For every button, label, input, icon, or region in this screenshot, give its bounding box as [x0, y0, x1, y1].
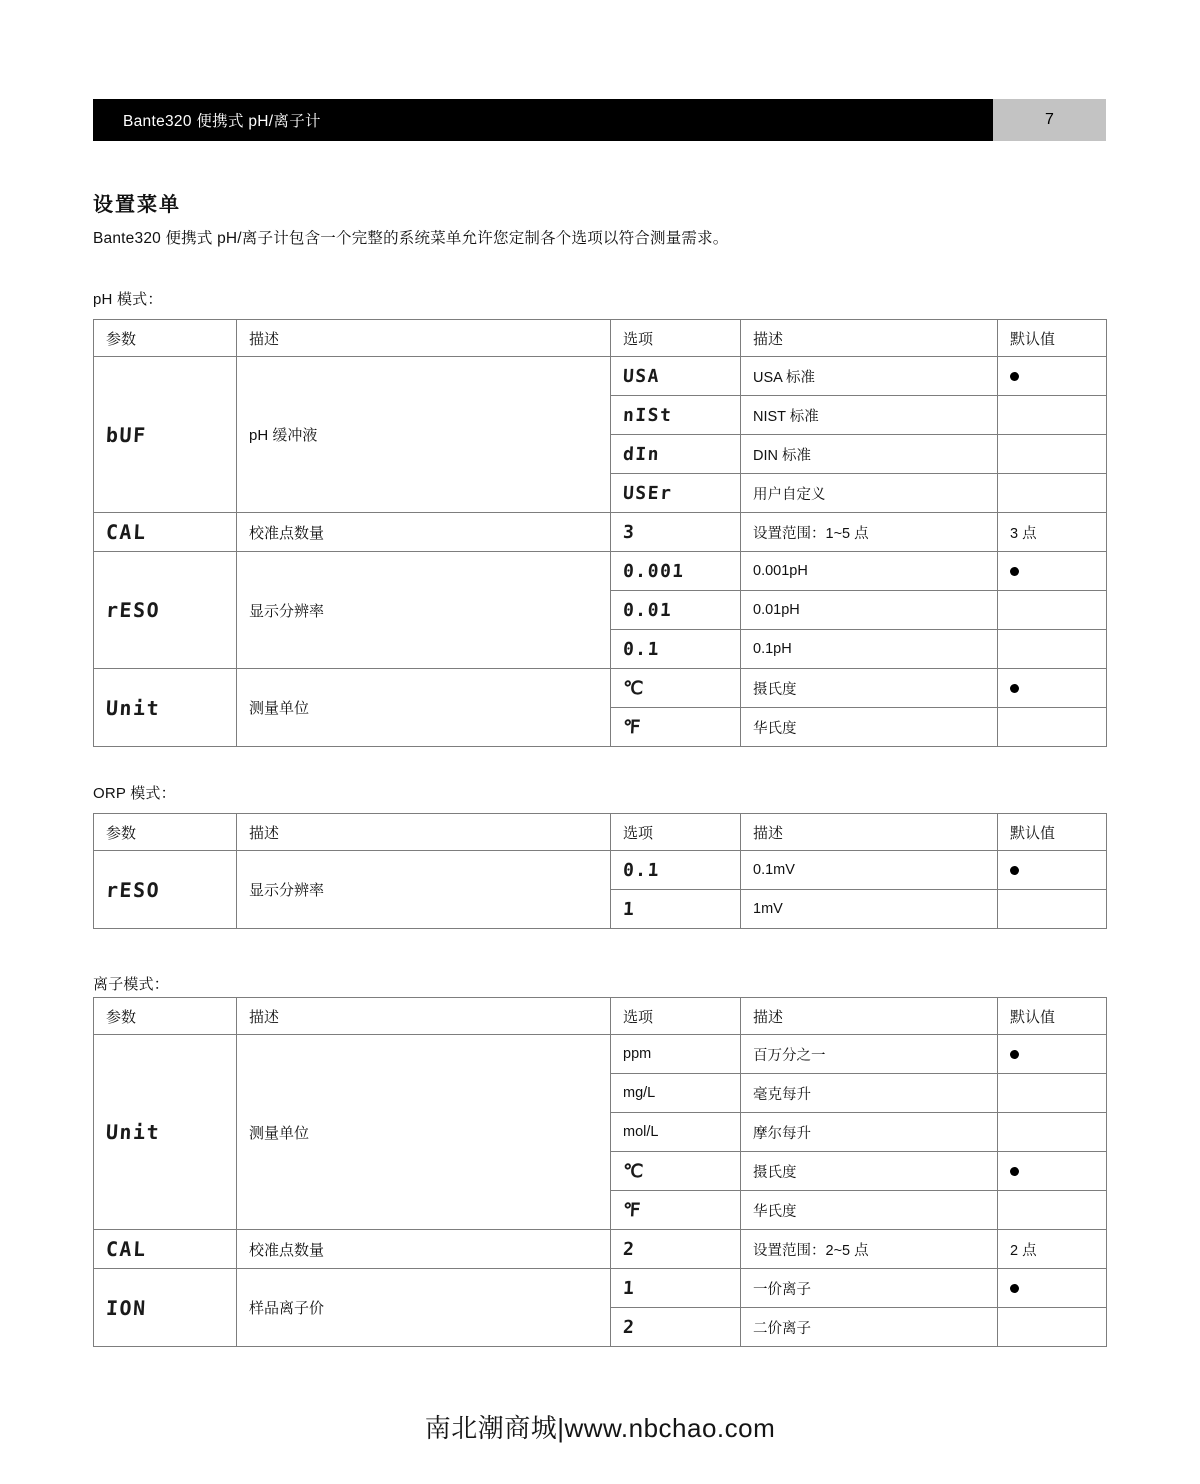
option-value: USEr	[622, 482, 673, 504]
option-cell	[611, 630, 741, 669]
ion-mode-label: 离子模式：	[93, 976, 170, 993]
option-cell	[611, 851, 741, 890]
default-value-cell	[998, 1269, 1107, 1308]
th-default: 默认值	[998, 320, 1107, 357]
th-parameter: 参数	[94, 814, 237, 851]
description-cell: 样品离子价	[237, 1269, 611, 1347]
th-option-description: 描述	[741, 320, 998, 357]
parameter-cell	[94, 1269, 237, 1347]
option-value: ℉	[622, 1199, 643, 1221]
option-value: dIn	[622, 443, 661, 465]
option-value: nISt	[622, 404, 673, 426]
option-description-cell: 0.001pH	[741, 552, 998, 591]
footer-watermark: 南北潮商城|www.nbchao.com	[424, 1413, 776, 1443]
default-bullet-icon	[1010, 1284, 1019, 1293]
ph-mode-table	[93, 319, 1107, 747]
table-row	[94, 552, 1107, 591]
option-description-cell: USA 标准	[741, 357, 998, 396]
option-description-cell: 0.1mV	[741, 851, 998, 890]
table-header-row	[94, 998, 1107, 1035]
table-row	[94, 669, 1107, 708]
description-cell: 校准点数量	[237, 513, 611, 552]
option-description-cell: 摩尔每升	[741, 1113, 998, 1152]
default-bullet-icon	[1010, 1050, 1019, 1059]
th-description: 描述	[237, 320, 611, 357]
ion-mode-table	[93, 997, 1107, 1347]
default-value-cell	[998, 890, 1107, 929]
option-value: ppm	[623, 1046, 652, 1062]
parameter-value: Unit	[105, 1120, 161, 1144]
option-description-cell: 设置范围：1~5 点	[741, 513, 998, 552]
description-cell: 校准点数量	[237, 1230, 611, 1269]
option-cell	[611, 591, 741, 630]
description-cell: pH 缓冲液	[237, 357, 611, 513]
option-cell	[611, 1113, 741, 1152]
default-value-cell	[998, 1074, 1107, 1113]
option-description-cell: 一价离子	[741, 1269, 998, 1308]
parameter-value: ION	[105, 1295, 148, 1320]
th-description: 描述	[237, 814, 611, 851]
option-description-cell: DIN 标准	[741, 435, 998, 474]
option-description-cell: 毫克每升	[741, 1074, 998, 1113]
default-value-cell	[998, 396, 1107, 435]
default-value-cell	[998, 435, 1107, 474]
option-value: 0.001	[622, 560, 686, 582]
option-description-cell: 二价离子	[741, 1308, 998, 1347]
option-cell	[611, 1191, 741, 1230]
th-parameter: 参数	[94, 320, 237, 357]
th-option: 选项	[611, 814, 741, 851]
default-value-cell	[998, 1035, 1107, 1074]
th-option-description: 描述	[741, 998, 998, 1035]
orp-mode-table	[93, 813, 1107, 929]
ion-table-body	[94, 1035, 1107, 1347]
table-row	[94, 513, 1107, 552]
orp-table-body	[94, 851, 1107, 929]
default-value-cell	[998, 552, 1107, 591]
option-cell	[611, 435, 741, 474]
option-cell	[611, 1035, 741, 1074]
default-value-cell	[998, 1152, 1107, 1191]
parameter-cell	[94, 1035, 237, 1230]
th-option: 选项	[611, 320, 741, 357]
th-default: 默认值	[998, 814, 1107, 851]
ph-mode-label: pH 模式：	[93, 291, 163, 308]
parameter-value: bUF	[105, 422, 148, 447]
default-value-cell	[998, 1113, 1107, 1152]
page-number: 7	[1045, 111, 1054, 128]
default-value-cell	[998, 708, 1107, 747]
parameter-cell	[94, 552, 237, 669]
option-value: mg/L	[623, 1085, 656, 1101]
default-value-cell	[998, 591, 1107, 630]
description-cell: 测量单位	[237, 1035, 611, 1230]
default-value-cell	[998, 1308, 1107, 1347]
parameter-value: CAL	[105, 520, 148, 544]
default-value-cell	[998, 851, 1107, 890]
th-option: 选项	[611, 998, 741, 1035]
parameter-cell	[94, 669, 237, 747]
option-cell	[611, 1152, 741, 1191]
parameter-value: Unit	[105, 695, 161, 720]
option-value: 0.1	[622, 859, 661, 881]
page-number-box	[993, 99, 1106, 141]
default-bullet-icon	[1010, 684, 1019, 693]
orp-mode-label: ORP 模式：	[93, 785, 176, 802]
table-row	[94, 1269, 1107, 1308]
option-value: mol/L	[623, 1124, 659, 1140]
th-description: 描述	[237, 998, 611, 1035]
option-value: 2	[622, 1238, 636, 1260]
option-value: 1	[622, 898, 636, 920]
table-row	[94, 357, 1107, 396]
option-description-cell: 0.01pH	[741, 591, 998, 630]
option-cell	[611, 474, 741, 513]
parameter-value: rESO	[105, 598, 161, 622]
option-value: ℃	[622, 677, 646, 699]
ph-table-body	[94, 357, 1107, 747]
option-cell	[611, 890, 741, 929]
default-bullet-icon	[1010, 1167, 1019, 1176]
parameter-value: rESO	[105, 877, 161, 902]
table-row	[94, 851, 1107, 890]
option-description-cell: 设置范围：2~5 点	[741, 1230, 998, 1269]
option-cell	[611, 669, 741, 708]
option-cell	[611, 396, 741, 435]
th-default: 默认值	[998, 998, 1107, 1035]
default-value-cell	[998, 474, 1107, 513]
description-cell: 显示分辨率	[237, 552, 611, 669]
option-value: 2	[622, 1316, 636, 1338]
option-cell	[611, 1074, 741, 1113]
option-description-cell: 1mV	[741, 890, 998, 929]
option-value: 0.1	[622, 638, 661, 660]
header-title-bar	[93, 99, 993, 141]
th-parameter: 参数	[94, 998, 237, 1035]
default-value: 2 点	[1010, 1242, 1037, 1259]
page-header	[93, 99, 1106, 141]
th-option-description: 描述	[741, 814, 998, 851]
option-description-cell: 用户自定义	[741, 474, 998, 513]
header-title: Bante320 便携式 pH/离子计	[123, 113, 321, 130]
parameter-cell	[94, 851, 237, 929]
option-cell	[611, 552, 741, 591]
option-cell	[611, 708, 741, 747]
option-cell	[611, 1269, 741, 1308]
page-title: 设置菜单	[93, 194, 181, 216]
option-description-cell: 摄氏度	[741, 669, 998, 708]
default-value-cell	[998, 669, 1107, 708]
table-header-row	[94, 320, 1107, 357]
option-description-cell: 百万分之一	[741, 1035, 998, 1074]
parameter-cell	[94, 513, 237, 552]
option-value: 1	[622, 1277, 636, 1299]
option-cell	[611, 1230, 741, 1269]
option-cell	[611, 357, 741, 396]
option-value: 0.01	[622, 599, 673, 621]
table-row	[94, 1035, 1107, 1074]
option-value: 3	[622, 521, 636, 543]
table-header-row	[94, 814, 1107, 851]
parameter-value: CAL	[105, 1237, 148, 1261]
default-value-cell	[998, 1191, 1107, 1230]
default-value-cell	[998, 1230, 1107, 1269]
description-cell: 测量单位	[237, 669, 611, 747]
option-cell	[611, 1308, 741, 1347]
default-bullet-icon	[1010, 567, 1019, 576]
option-value: ℃	[622, 1160, 646, 1182]
default-bullet-icon	[1010, 372, 1019, 381]
default-bullet-icon	[1010, 866, 1019, 875]
parameter-cell	[94, 1230, 237, 1269]
parameter-cell	[94, 357, 237, 513]
option-description-cell: NIST 标准	[741, 396, 998, 435]
table-row	[94, 1230, 1107, 1269]
option-value: USA	[622, 365, 661, 387]
option-description-cell: 0.1pH	[741, 630, 998, 669]
option-description-cell: 摄氏度	[741, 1152, 998, 1191]
default-value-cell	[998, 357, 1107, 396]
default-value-cell	[998, 630, 1107, 669]
option-description-cell: 华氏度	[741, 1191, 998, 1230]
option-cell	[611, 513, 741, 552]
option-description-cell: 华氏度	[741, 708, 998, 747]
intro-paragraph: Bante320 便携式 pH/离子计包含一个完整的系统菜单允许您定制各个选项以符合测量需求。	[93, 230, 729, 247]
default-value-cell	[998, 513, 1107, 552]
description-cell: 显示分辨率	[237, 851, 611, 929]
default-value: 3 点	[1010, 525, 1037, 542]
option-value: ℉	[622, 716, 643, 738]
